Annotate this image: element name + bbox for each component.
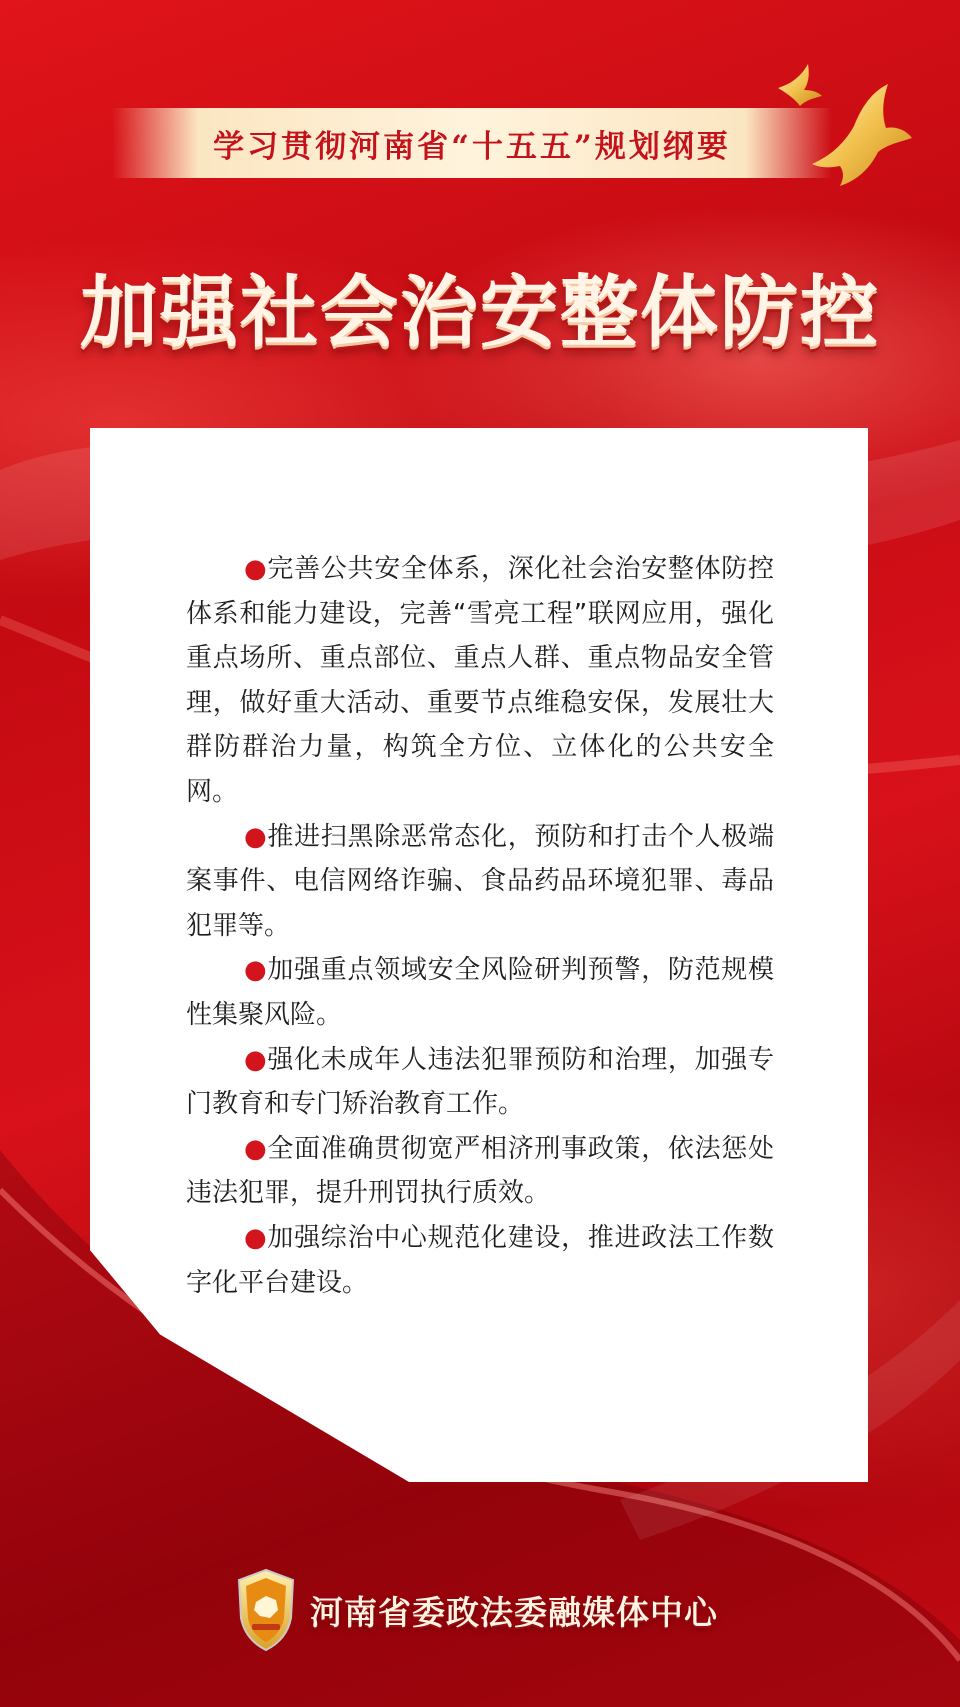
bullet-icon: ● xyxy=(244,1222,268,1253)
footer xyxy=(236,1568,718,1652)
bullet-icon: ● xyxy=(244,1044,268,1075)
bullet-icon: ● xyxy=(244,1133,268,1164)
content-text xyxy=(186,547,774,1305)
content-paragraph: ●完善公共安全体系，深化社会治安整体防控体系和能力建设，完善“雪亮工程”联网应用，强化重点场所、重点部位、重点人群、重点物品安全管理，做好重大活动、重要节点维稳安保，发展壮大群防群治力量，构筑全方位、立体化的公共安全网。 xyxy=(186,554,774,807)
banner-text: 学习贯彻河南省“十五五”规划纲要 xyxy=(213,128,731,165)
bullet-icon: ● xyxy=(244,955,268,986)
content-paragraph: ●推进扫黑除恶常态化，预防和打击个人极端案事件、电信网络诈骗、食品药品环境犯罪、毒品犯罪等。 xyxy=(186,821,774,941)
bullet-icon: ● xyxy=(244,821,268,852)
footer-org-name: 河南省委政法委融媒体中心 xyxy=(310,1592,718,1632)
content-paragraph: ●强化未成年人违法犯罪预防和治理，加强专门教育和专门矫治教育工作。 xyxy=(186,1044,774,1120)
bullet-icon: ● xyxy=(244,554,268,584)
page-title: 加强社会治安整体防控 xyxy=(79,268,880,358)
content-paragraph: ●加强综治中心规范化建设，推进政法工作数字化平台建设。 xyxy=(186,1222,774,1298)
doves-icon xyxy=(770,44,920,194)
content-paragraph: ●加强重点领域安全风险研判预警，防范规模性集聚风险。 xyxy=(186,955,774,1030)
content-paragraph: ●全面准确贯彻宽严相济刑事政策，依法惩处违法犯罪，提升刑罚执行质效。 xyxy=(186,1133,774,1209)
shield-logo-icon xyxy=(236,1568,296,1652)
subtitle-banner xyxy=(112,108,832,178)
